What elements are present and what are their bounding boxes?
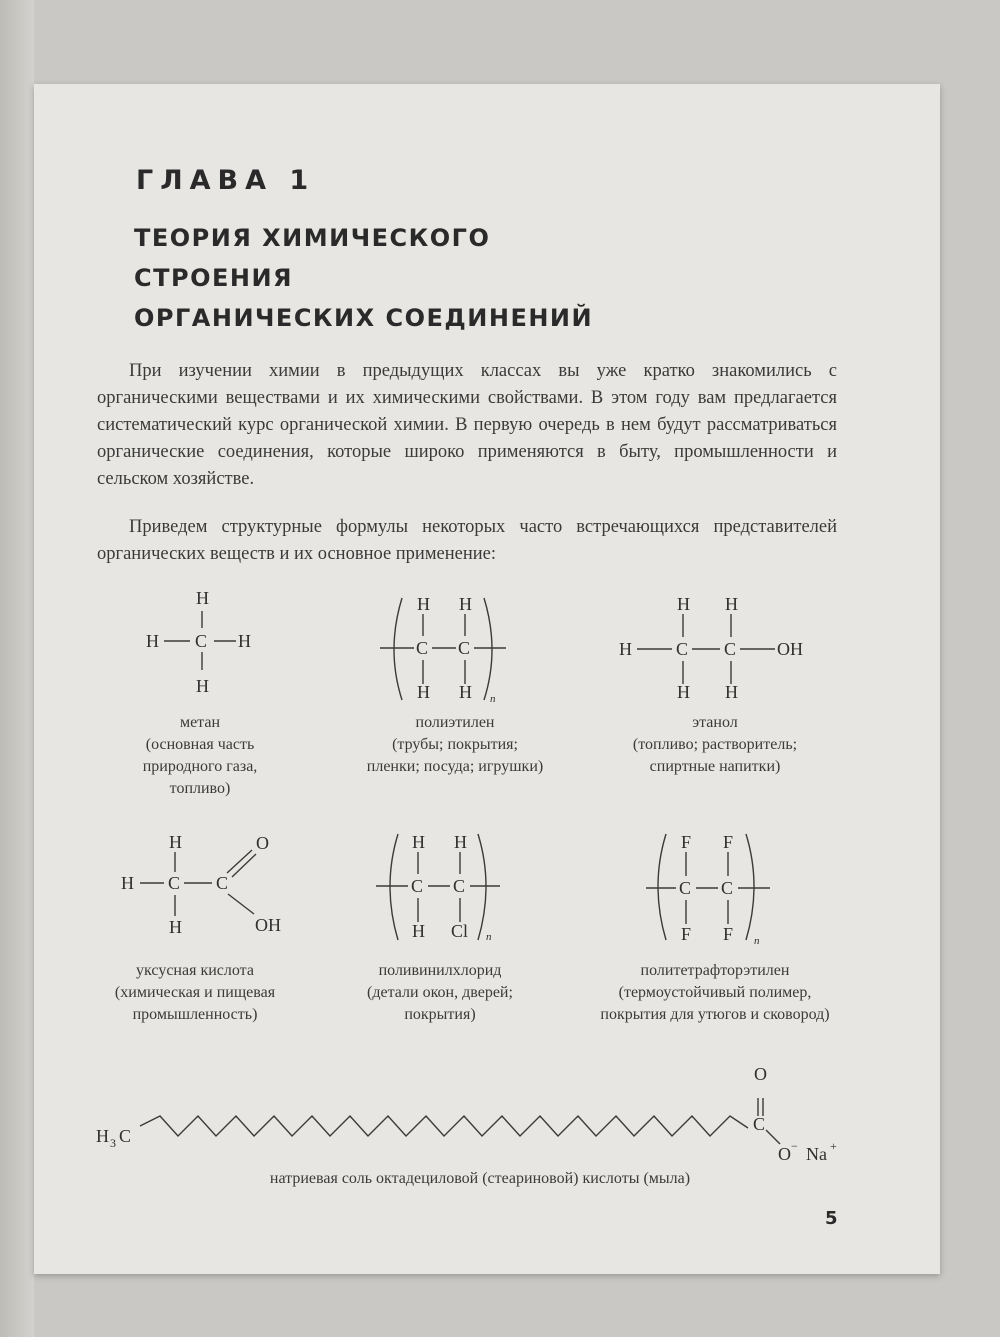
atom-na: Na (806, 1144, 827, 1164)
atom-h: H (677, 594, 690, 614)
atom-h: H (725, 594, 738, 614)
caption-pvc (340, 960, 540, 1026)
compound-name: метан (179, 714, 221, 731)
intro-paragraph: При изучении химии в предыдущих классах вы уже кратко знакомились с органическими веществами и их химическими свойствами. В этом году вам предлагается систематический курс органической химии. В первую очередь в нем будут рассматриваться органические соединения, которые широко применяются в быту, промышленности и сельском хозяйстве. (97, 361, 837, 489)
atom-c: C (724, 639, 737, 659)
atom-c: C (753, 1114, 766, 1134)
atom-h: H (417, 682, 430, 702)
caption-ptfe (595, 960, 835, 1026)
atom-c: C (453, 876, 466, 896)
chapter-title-line-1: ТЕОРИЯ ХИМИЧЕСКОГО СТРОЕНИЯ (134, 224, 491, 292)
polymer-index-n: n (486, 931, 492, 943)
atom-h: H (454, 832, 467, 852)
atom-c: C (679, 878, 692, 898)
subscript-3: 3 (110, 1136, 116, 1150)
atom-oh: OH (777, 639, 803, 659)
compound-name: политетрафторэтилен (640, 962, 790, 979)
atom-h: H (146, 631, 159, 651)
atom-c: C (676, 639, 689, 659)
atom-h: H (196, 676, 209, 696)
compound-use: (основная часть природного газа, топливо) (142, 736, 258, 797)
caption-methane (120, 712, 280, 800)
atom-c: C (168, 873, 181, 893)
atom-o: O (754, 1064, 767, 1084)
compound-name: поливинилхлорид (378, 962, 502, 979)
atom-o: O (778, 1144, 791, 1164)
compound-use: (детали окон, дверей; покрытия) (367, 984, 513, 1023)
polymer-index-n: n (490, 693, 496, 705)
compound-name: этанол (692, 714, 738, 731)
atom-f: F (723, 924, 734, 944)
atom-f: F (681, 832, 692, 852)
compound-name: полиэтилен (415, 714, 495, 731)
compound-use: (химическая и пищевая промышленность) (114, 984, 276, 1023)
caption-polyethylene (365, 712, 545, 778)
atom-f: F (681, 924, 692, 944)
atom-h: H (238, 631, 251, 651)
atom-c: C (416, 638, 429, 658)
atom-h: H (169, 832, 182, 852)
atom-h: H (412, 832, 425, 852)
atom-oh: OH (255, 915, 281, 935)
caption-ethanol (605, 712, 825, 778)
atom-h: H (725, 682, 738, 702)
atom-o: O (256, 833, 269, 853)
compound-name: уксусная кислота (136, 962, 254, 979)
page-number: 5 (825, 1208, 838, 1229)
atom-h: H (677, 682, 690, 702)
atom-c: C (721, 878, 734, 898)
atom-c: C (119, 1126, 132, 1146)
compound-use: (топливо; растворитель; спиртные напитки) (632, 736, 798, 775)
atom-c: C (411, 876, 424, 896)
formulas-intro-paragraph: Приведем структурные формулы некоторых часто встречающихся представителей органических веществ и их основное применение: (97, 517, 837, 564)
caption-acetic-acid (85, 960, 305, 1026)
compound-use: (трубы; покрытия; пленки; посуда; игрушки) (366, 736, 544, 775)
compound-use: (термоустойчивый полимер, покрытия для утюгов и сковород) (600, 984, 830, 1023)
atom-h: H (121, 873, 134, 893)
atom-c: C (216, 873, 229, 893)
atom-h: H (417, 594, 430, 614)
charge-minus: − (791, 1139, 798, 1153)
atom-c: C (195, 631, 208, 651)
atom-h: H (96, 1126, 109, 1146)
caption-soap: натриевая соль октадециловой (стеариновой) кислоты (мыла) (269, 1170, 691, 1187)
chapter-title-line-2: ОРГАНИЧЕСКИХ СОЕДИНЕНИЙ (134, 304, 594, 332)
atom-h: H (169, 917, 182, 937)
atom-h: H (412, 921, 425, 941)
atom-h: H (459, 594, 472, 614)
polymer-index-n: n (754, 935, 760, 947)
atom-h: H (619, 639, 632, 659)
atom-c: C (458, 638, 471, 658)
atom-h: H (459, 682, 472, 702)
atom-cl: Cl (451, 921, 469, 941)
chapter-label: ГЛАВА 1 (136, 165, 316, 196)
atom-f: F (723, 832, 734, 852)
atom-h: H (196, 588, 209, 608)
charge-plus: + (830, 1139, 837, 1153)
